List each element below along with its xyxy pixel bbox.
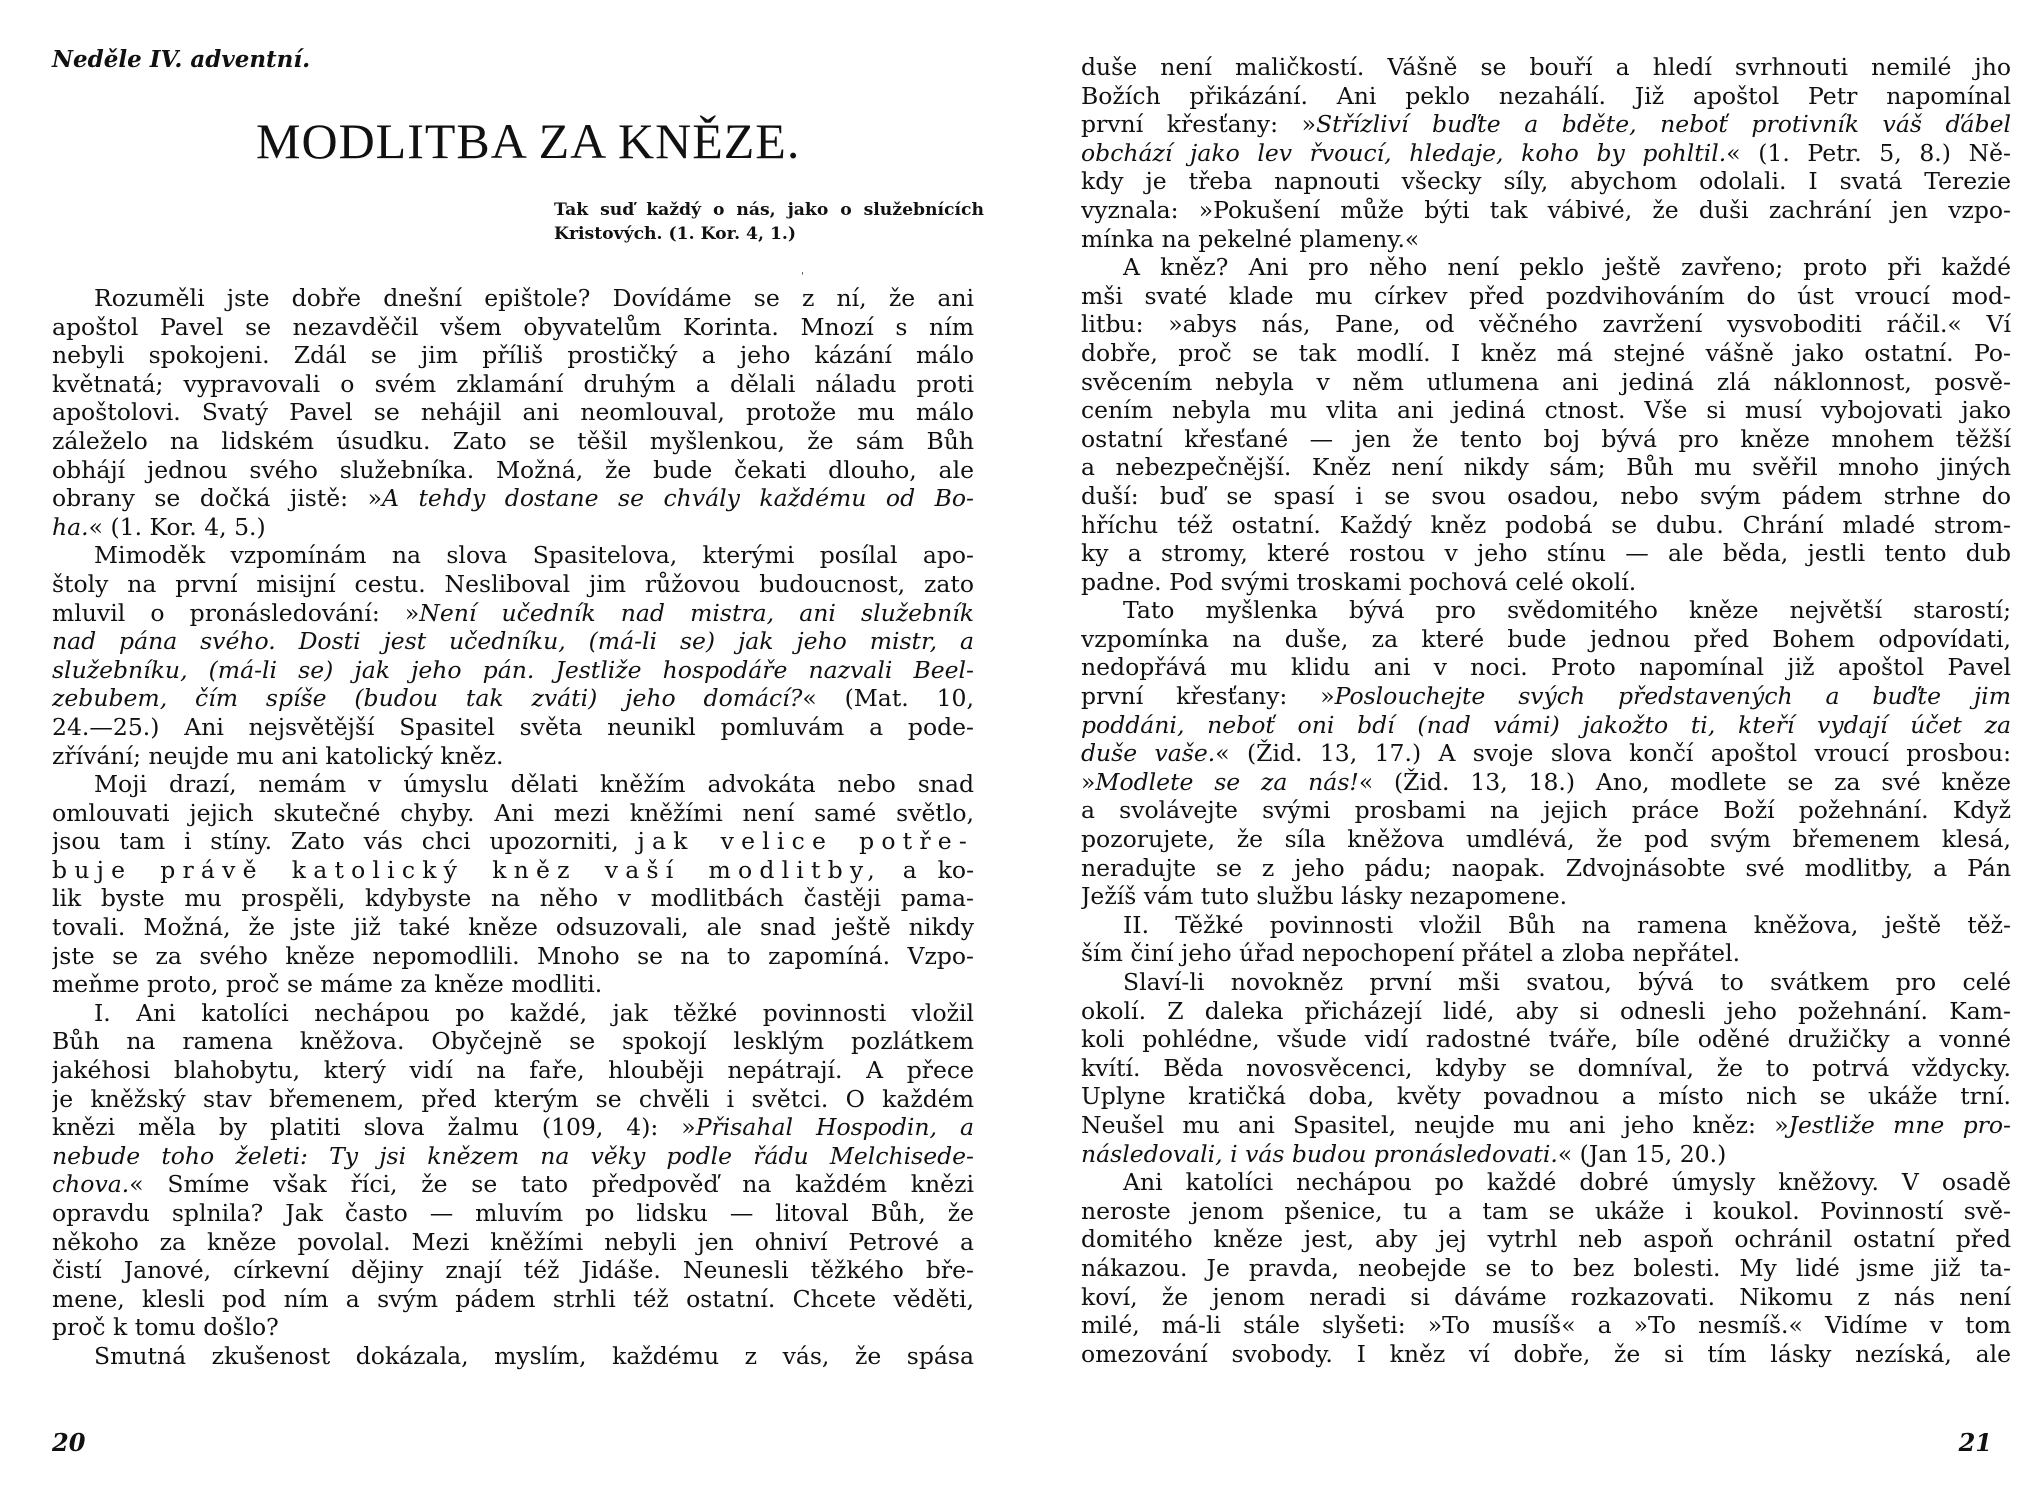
text-line bbox=[52, 1313, 974, 1342]
text-line bbox=[1081, 1340, 2011, 1369]
text-run: mluvil o pronásledování: » bbox=[52, 598, 420, 627]
text-run: « (Jan 15, 20.) bbox=[1557, 1139, 1727, 1168]
text-line bbox=[52, 713, 974, 742]
text-line bbox=[52, 570, 974, 599]
italic-quote: poddáni, neboť oni bdí (nad vámi) jakožto ti, kteří vydají účet za bbox=[1081, 710, 2011, 739]
text-line bbox=[1081, 1283, 2011, 1312]
text-run: omezování svobody. I kněz ví dobře, že si tím lásky nezíská, ale bbox=[1081, 1339, 2011, 1368]
text-run: « (Mat. 10, bbox=[802, 684, 974, 713]
text-line bbox=[52, 1142, 974, 1171]
text-line bbox=[52, 541, 974, 570]
text-line bbox=[1081, 453, 2011, 482]
text-line bbox=[1081, 682, 2011, 711]
italic-quote: Není učedník nad mistra, ani služebník bbox=[419, 598, 974, 627]
italic-quote: duše vaše. bbox=[1081, 739, 1216, 768]
text-run: obrany se dočká jistě: » bbox=[52, 484, 382, 513]
text-run: « (1. Kor. 4, 5.) bbox=[88, 512, 266, 541]
text-line bbox=[1081, 596, 2011, 625]
text-run: první křesťany: » bbox=[1081, 682, 1335, 711]
text-run: první křesťany: » bbox=[1081, 110, 1316, 139]
text-run: « Smíme však říci, že se tato předpověď na každém knězi bbox=[129, 1170, 974, 1199]
text-run: Uplyne kratičká doba, květy povadnou a místo nich se ukáže trní. bbox=[1081, 1082, 2011, 1111]
text-line bbox=[52, 1285, 974, 1314]
text-line bbox=[1081, 1168, 2011, 1197]
text-run: buje právě katolický kněz vaší modlitby, bbox=[52, 855, 882, 884]
text-run: koli pohlédne, všude vidí radostné tváře, bíle oděné družičky a vonné bbox=[1081, 1025, 2011, 1054]
text-line bbox=[1081, 396, 2011, 425]
text-line bbox=[1081, 310, 2011, 339]
text-line bbox=[1081, 768, 2011, 797]
italic-quote: Poslouchejte svých představených a buďte jim bbox=[1334, 682, 2011, 711]
text-run: okolí. Z daleka přicházejí lidé, aby si odnesli jeho požehnání. Kam- bbox=[1081, 996, 2011, 1025]
text-run: Tato myšlenka bývá pro svědomitého kněze největší starostí; bbox=[1123, 596, 2011, 625]
text-run: » bbox=[1081, 767, 1096, 796]
italic-quote: Jestliže mne pro- bbox=[1788, 1110, 2011, 1139]
text-line bbox=[1081, 911, 2011, 940]
text-line bbox=[1081, 110, 2011, 139]
text-line bbox=[52, 284, 974, 313]
text-run: pozorujete, že síla kněžova umdlévá, že pod svým břemenem klesá, bbox=[1081, 825, 2011, 854]
text-line bbox=[1081, 882, 2011, 911]
text-run: zřívání; neujde mu ani katolický kněz. bbox=[52, 741, 504, 770]
text-line bbox=[52, 398, 974, 427]
text-line bbox=[52, 1199, 974, 1228]
text-run: II. Těžké povinnosti vložil Bůh na ramena kněžova, ještě těž- bbox=[1123, 910, 2011, 939]
text-run: knězi měla by platiti slova žalmu (109, 4): » bbox=[52, 1113, 696, 1142]
text-line bbox=[1081, 625, 2011, 654]
text-line bbox=[1081, 568, 2011, 597]
text-run: milé, má-li stále slyšeti: »To musíš« a »To nesmíš.« Vidíme v tom bbox=[1081, 1311, 2011, 1340]
text-run: lik byste mu prospěli, kdybyste na něho v modlitbách častěji pama- bbox=[52, 884, 974, 913]
text-line bbox=[52, 684, 974, 713]
text-line bbox=[1081, 1082, 2011, 1111]
text-line bbox=[52, 484, 974, 513]
text-line bbox=[52, 1342, 974, 1371]
text-run: obhájí jednou svého služebníka. Možná, že bude čekati dlouho, ale bbox=[52, 455, 974, 484]
left-text-column bbox=[52, 284, 974, 1371]
text-run: nákazou. Je pravda, neobejde se to bez bolesti. My lidé jsme již ta- bbox=[1081, 1253, 2011, 1282]
epigraph: Tak suď každý o nás, jako o služebnících Kristových. (1. Kor. 4, 1.) bbox=[554, 200, 984, 244]
text-line bbox=[52, 656, 974, 685]
text-run: meňme proto, proč se máme za kněze modliti. bbox=[52, 970, 603, 999]
text-run: apoštol Pavel se nezavděčil všem obyvatelům Korinta. Mnozí s ním bbox=[52, 312, 974, 341]
text-run: domitého kněze jest, aby jej vytrhl neb aspoň ochránil ostatní před bbox=[1081, 1225, 2011, 1254]
text-run: tovali. Možná, že jste již také kněze odsuzovali, ale snad ještě nikdy bbox=[52, 913, 974, 942]
text-run: padne. Pod svými troskami pochová celé okolí. bbox=[1081, 567, 1637, 596]
text-run: hříchu též ostatní. Každý kněz podobá se dubu. Chrání mladé strom- bbox=[1081, 510, 2011, 539]
text-run: mene, klesli pod ním a svým pádem strhli též ostatní. Chcete věděti, bbox=[52, 1284, 974, 1313]
text-run: « (1. Petr. 5, 8.) Ně- bbox=[1726, 138, 2011, 167]
text-line bbox=[52, 1027, 974, 1056]
text-run: I. Ani katolíci nechápou po každé, jak těžké povinnosti vložil bbox=[94, 998, 974, 1027]
text-line bbox=[1081, 968, 2011, 997]
running-head: Neděle IV. adventní. bbox=[52, 46, 311, 73]
text-line bbox=[1081, 368, 2011, 397]
text-run: kdy je třeba napnouti všecky síly, abychom odolali. I svatá Terezie bbox=[1081, 167, 2011, 196]
text-run: Smutná zkušenost dokázala, myslím, každému z vás, že spása bbox=[94, 1341, 974, 1370]
text-line bbox=[52, 370, 974, 399]
text-run: 24.—25.) Ani nejsvětější Spasitel světa neunikl pomluvám a pode- bbox=[52, 712, 974, 741]
text-run: nebyli spokojeni. Zdál se jim příliš prostičký a jeho kázání málo bbox=[52, 341, 974, 370]
text-line bbox=[1081, 1140, 2011, 1169]
text-line bbox=[52, 913, 974, 942]
text-line bbox=[52, 799, 974, 828]
text-line bbox=[1081, 511, 2011, 540]
text-line bbox=[52, 513, 974, 542]
text-run: nedopřává mu klidu ani v noci. Proto napomínal již apoštol Pavel bbox=[1081, 653, 2011, 682]
text-line bbox=[1081, 739, 2011, 768]
text-line bbox=[52, 999, 974, 1028]
text-line bbox=[52, 599, 974, 628]
text-run: proč k tomu došlo? bbox=[52, 1313, 279, 1342]
text-run: štoly na první misijní cestu. Nesliboval jim růžovou budoucnost, zato bbox=[52, 569, 974, 598]
italic-quote: nebude toho želeti: Ty jsi knězem na věky podle řádu Melchisede- bbox=[52, 1141, 974, 1170]
text-run: vyznala: »Pokušení může býti tak vábivé, že duši zachrání jen vzpo- bbox=[1081, 195, 2011, 224]
text-line bbox=[1081, 997, 2011, 1026]
text-line bbox=[1081, 825, 2011, 854]
text-line bbox=[52, 1085, 974, 1114]
text-run: někoho za kněze povolal. Mezi kněžími nebyli jen ohniví Petrové a bbox=[52, 1227, 974, 1256]
text-run: mši svaté klade mu církev před pozdvihováním do úst vroucí mod- bbox=[1081, 281, 2011, 310]
text-run: dobře, proč se tak modlí. I kněz má stejné vášně jako ostatní. Po- bbox=[1081, 338, 2011, 367]
text-run: Rozuměli jste dobře dnešní epištole? Dovídáme se z ní, že ani bbox=[94, 284, 974, 312]
page-number-left: 20 bbox=[52, 1428, 86, 1457]
italic-quote: A tehdy dostane se chvály každému od Bo- bbox=[381, 484, 974, 513]
text-line bbox=[1081, 1054, 2011, 1083]
text-line bbox=[1081, 196, 2011, 225]
text-line bbox=[1081, 796, 2011, 825]
text-run: Moji drazí, nemám v úmyslu dělati kněžím advokáta nebo snad bbox=[94, 770, 974, 799]
text-line bbox=[1081, 225, 2011, 254]
text-run: A kněz? Ani pro něho není peklo ještě zavřeno; proto při každé bbox=[1123, 253, 2011, 282]
text-run: opravdu splnila? Jak často — mluvím po lidsku — litoval Bůh, že bbox=[52, 1199, 974, 1227]
text-line bbox=[1081, 939, 2011, 968]
text-run: koví, že jenom neradi si dáváme rozkazovati. Nikomu z nás není bbox=[1081, 1282, 2011, 1311]
text-line bbox=[52, 856, 974, 885]
text-run: vzpomínka na duše, za které bude jednou před Bohem odpovídati, bbox=[1081, 624, 2011, 653]
text-run: Božích přikázání. Ani peklo nezahálí. Již apoštol Petr napomínal bbox=[1081, 81, 2011, 110]
text-run: a ko- bbox=[881, 855, 974, 884]
text-run: duší: buď se spasí i se svou osadou, nebo svým pádem strhne do bbox=[1081, 481, 2011, 510]
text-line bbox=[1081, 425, 2011, 454]
text-run: jak velice potře- bbox=[637, 827, 974, 856]
text-run: litbu: »abys nás, Pane, od věčného zavržení vysvoboditi ráčil.« Ví bbox=[1081, 310, 2011, 339]
text-line bbox=[1081, 167, 2011, 196]
text-line bbox=[1081, 282, 2011, 311]
text-run: záleželo na lidském úsudku. Zato se těšil myšlenkou, že sám Bůh bbox=[52, 426, 974, 455]
italic-quote: Modlete se za nás! bbox=[1095, 767, 1359, 796]
text-run: Bůh na ramena kněžova. Obyčejně se spokojí lesklým pozlátkem bbox=[52, 1027, 974, 1056]
text-run: cením nebyla mu vlita ani jediná ctnost. Vše si musí vybojovati jako bbox=[1081, 396, 2011, 425]
text-line bbox=[52, 1170, 974, 1199]
text-run: je kněžský stav břemenem, před kterým se chvěli i světci. O každém bbox=[52, 1084, 974, 1113]
text-line bbox=[52, 456, 974, 485]
tick-mark: ˌ bbox=[801, 265, 804, 276]
text-run: duše není maličkostí. Vášně se bouří a hledí svrhnouti nemilé jho bbox=[1081, 53, 2011, 81]
text-line bbox=[1081, 854, 2011, 883]
text-run: Mimoděk vzpomínám na slova Spasitelova, kterými posílal apo- bbox=[94, 541, 974, 570]
sermon-title: MODLITBA ZA KNĚZE. bbox=[256, 113, 801, 169]
text-line bbox=[1081, 53, 2011, 82]
text-run: « (Žid. 13, 18.) Ano, modlete se za své kněze bbox=[1358, 767, 2011, 796]
text-line bbox=[1081, 82, 2011, 111]
text-line bbox=[1081, 1111, 2011, 1140]
text-run: ky a stromy, které rostou v jeho stínu — ale běda, jestli tento dub bbox=[1081, 539, 2011, 568]
text-run: omlouvati jejich skutečné chyby. Ani mezi kněžími není samé světlo, bbox=[52, 798, 974, 827]
italic-quote: Střízliví buďte a bděte, neboť protivník váš ďábel bbox=[1315, 110, 2011, 139]
text-line bbox=[52, 427, 974, 456]
text-line bbox=[52, 1113, 974, 1142]
italic-quote: ha. bbox=[52, 512, 89, 541]
text-run: jsou tam i stíny. Zato vás chci upozorniti, bbox=[52, 827, 638, 856]
italic-quote: chova. bbox=[52, 1170, 130, 1199]
text-line bbox=[52, 742, 974, 771]
text-line bbox=[52, 1228, 974, 1257]
text-line bbox=[52, 970, 974, 999]
page-number-right: 21 bbox=[1958, 1428, 1992, 1457]
text-run: « (Žid. 13, 17.) A svoje slova končí apoštol vroucí prosbou: bbox=[1215, 739, 2011, 768]
text-run: neroste jenom pšenice, tu a tam se ukáže i koukol. Povinností svě- bbox=[1081, 1196, 2011, 1225]
italic-quote: zebubem, čím spíše (budou tak zváti) jeho domácí? bbox=[52, 684, 803, 713]
text-line bbox=[1081, 482, 2011, 511]
text-line bbox=[1081, 339, 2011, 368]
text-run: jakéhosi blahobytu, který vidí na faře, hlouběji nepátrají. A přece bbox=[52, 1056, 974, 1085]
text-run: jste se za svého kněze nepomodlili. Mnoho se na to zapomíná. Vzpo- bbox=[52, 941, 974, 970]
text-run: mínka na pekelné plameny.« bbox=[1081, 224, 1420, 253]
text-line bbox=[1081, 1311, 2011, 1340]
text-line bbox=[52, 1256, 974, 1285]
text-line bbox=[1081, 1225, 2011, 1254]
text-run: ším činí jeho úřad nepochopení přátel a zloba nepřátel. bbox=[1081, 939, 1741, 968]
text-line bbox=[52, 1056, 974, 1085]
text-line bbox=[52, 884, 974, 913]
text-run: apoštolovi. Svatý Pavel se nehájil ani neomlouval, protože mu málo bbox=[52, 398, 974, 427]
text-run: neradujte se z jeho pádu; naopak. Zdvojnásobte své modlitby, a Pán bbox=[1081, 853, 2011, 882]
right-page bbox=[1022, 0, 2044, 1500]
text-run: Neušel mu ani Spasitel, neujde mu ani jeho kněz: » bbox=[1081, 1110, 1789, 1139]
text-line bbox=[1081, 253, 2011, 282]
text-line bbox=[1081, 1254, 2011, 1283]
italic-quote: následovali, i vás budou pronásledovati. bbox=[1081, 1139, 1558, 1168]
text-run: a nebezpečnější. Kněz není nikdy sám; Bůh mu svěřil mnoho jiných bbox=[1081, 453, 2011, 482]
text-line bbox=[52, 341, 974, 370]
italic-quote: obchází jako lev řvoucí, hledaje, koho by pohltil. bbox=[1081, 138, 1727, 167]
text-run: a svolávejte svými prosbami na jejich práce Boží požehnání. Když bbox=[1081, 796, 2011, 825]
text-line bbox=[52, 942, 974, 971]
text-line bbox=[52, 827, 974, 856]
text-run: ostatní křesťané — jen že tento boj bývá pro kněze mnohem těžší bbox=[1081, 424, 2011, 453]
italic-quote: Přisahal Hospodin, a bbox=[695, 1113, 974, 1142]
text-line bbox=[52, 770, 974, 799]
text-line bbox=[1081, 653, 2011, 682]
text-line bbox=[1081, 539, 2011, 568]
text-line bbox=[1081, 1197, 2011, 1226]
text-line bbox=[52, 313, 974, 342]
text-run: kvítí. Běda novosvěcenci, kdyby se domníval, že to potrvá vždycky. bbox=[1081, 1053, 2011, 1082]
italic-quote: služebníku, (má-li se) jak jeho pán. Jestliže hospodáře nazvali Beel- bbox=[52, 655, 974, 684]
text-line bbox=[52, 627, 974, 656]
text-run: květnatá; vypravovali o svém zklamání druhým a dělali náladu proti bbox=[52, 369, 974, 398]
text-run: čistí Janové, církevní dějiny znají též Jidáše. Neunesli těžkého bře- bbox=[52, 1256, 974, 1285]
right-text-column bbox=[1081, 53, 2011, 1368]
text-run: Ani katolíci nechápou po každé dobré úmysly kněžovy. V osadě bbox=[1123, 1168, 2011, 1197]
text-line bbox=[1081, 139, 2011, 168]
text-line bbox=[1081, 1025, 2011, 1054]
italic-quote: nad pána svého. Dosti jest učedníku, (má-li se) jak jeho mistr, a bbox=[52, 627, 974, 656]
text-run: svěcením nebyla v něm utlumena ani jediná zlá náklonnost, posvě- bbox=[1081, 367, 2011, 396]
text-line bbox=[1081, 711, 2011, 740]
text-run: Ježíš vám tuto službu lásky nezapomene. bbox=[1081, 882, 1568, 911]
text-run: Slaví-li novokněz první mši svatou, bývá to svátkem pro celé bbox=[1123, 968, 2011, 996]
